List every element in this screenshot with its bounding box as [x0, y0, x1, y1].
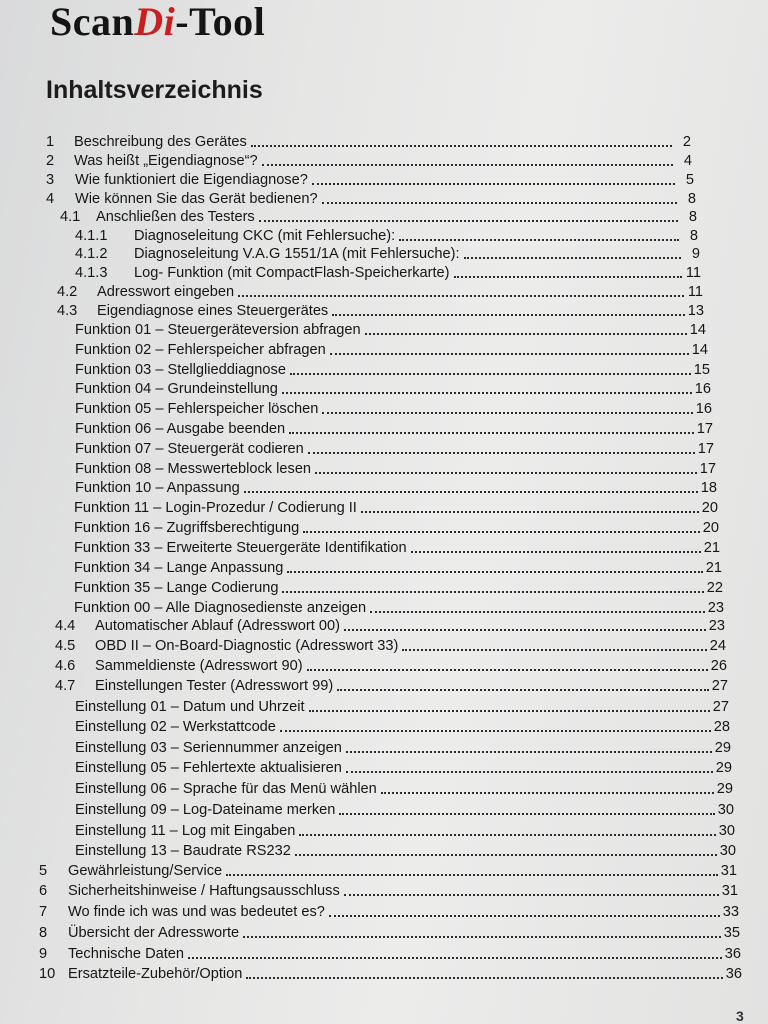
toc-entry-number: 3 — [46, 172, 55, 188]
toc-entry-number: 4.1 — [60, 209, 81, 225]
toc-entry-page: 23 — [708, 618, 725, 634]
toc-entry-number: 9 — [39, 946, 48, 962]
toc-entry-label: Funktion 06 – Ausgabe beenden — [75, 421, 286, 437]
toc-entry-page: 2 — [682, 134, 691, 150]
toc-entry-page: 8 — [689, 228, 698, 244]
toc-entry — [46, 131, 691, 151]
toc-entry — [55, 655, 727, 675]
toc-entry — [74, 497, 718, 517]
toc-entry — [39, 922, 740, 942]
toc-entry — [39, 880, 738, 900]
toc-entry-label: Funktion 16 – Zugriffsberechtigung — [74, 520, 300, 536]
toc-entry-label: Was heißt „Eigendiagnose“? — [74, 153, 258, 169]
toc-entry-page: 28 — [713, 719, 730, 735]
toc-entry-label: Funktion 10 – Anpassung — [75, 480, 240, 496]
toc-entry-number: 5 — [39, 863, 48, 879]
toc-entry-page: 15 — [693, 362, 710, 378]
toc-entry — [39, 860, 737, 880]
toc-entry — [75, 820, 735, 840]
toc-entry-label: Adresswort eingeben — [97, 284, 235, 300]
toc-entry — [39, 963, 742, 983]
toc-entry-label: Einstellung 13 – Baudrate RS232 — [75, 843, 291, 859]
toc-entry — [46, 169, 694, 189]
toc-entry-label: Funktion 01 – Steuergeräteversion abfragen — [75, 322, 361, 338]
toc-entry — [74, 557, 722, 577]
toc-entry-page: 17 — [699, 461, 716, 477]
toc-entry — [55, 615, 725, 635]
toc-entry — [75, 398, 712, 418]
toc-entry-page: 5 — [685, 172, 694, 188]
toc-entry-page: 16 — [694, 381, 711, 397]
toc-entry-label: Funktion 02 – Fehlerspeicher abfragen — [75, 342, 326, 358]
toc-entry-label: Diagnoseleitung V.A.G 1551/1A (mit Fehlersuche): — [134, 246, 460, 262]
toc-dot-leader — [226, 874, 718, 876]
toc-dot-leader — [365, 333, 687, 335]
toc-entry — [75, 359, 710, 379]
toc-dot-leader — [299, 834, 715, 836]
toc-entry-page: 20 — [702, 520, 719, 536]
toc-entry — [75, 716, 730, 736]
toc-entry-page: 17 — [696, 421, 713, 437]
toc-dot-leader — [330, 353, 689, 355]
toc-entry — [46, 188, 696, 208]
toc-entry-page: 30 — [719, 843, 736, 859]
toc-entry-label: Funktion 00 – Alle Diagnosedienste anzeigen — [74, 600, 367, 616]
toc-entry-page: 30 — [718, 823, 735, 839]
toc-dot-leader — [244, 491, 698, 493]
toc-dot-leader — [339, 813, 714, 815]
toc-entry-page: 29 — [714, 740, 731, 756]
toc-entry-page: 11 — [685, 265, 701, 281]
toc-entry-page: 27 — [711, 678, 728, 694]
toc-entry-number: 7 — [39, 904, 48, 920]
toc-entry-page: 9 — [691, 246, 700, 262]
toc-entry — [75, 757, 732, 777]
toc-entry-label: Funktion 08 – Messwerteblock lesen — [75, 461, 312, 477]
toc-dot-leader — [344, 629, 706, 631]
toc-entry-label: Einstellung 11 – Log mit Eingaben — [75, 823, 296, 839]
toc-entry-label: Beschreibung des Gerätes — [74, 134, 247, 150]
toc-dot-leader — [399, 239, 679, 241]
toc-entry-number: 10 — [39, 966, 56, 982]
toc-entry-page: 20 — [701, 500, 718, 516]
toc-dot-leader — [307, 669, 708, 671]
toc-entry — [75, 225, 698, 245]
toc-entry-label: Diagnoseleitung CKC (mit Fehlersuche): — [134, 228, 396, 244]
toc-entry — [75, 262, 701, 282]
toc-entry-page: 31 — [721, 883, 738, 899]
toc-dot-leader — [329, 915, 720, 917]
toc-dot-leader — [346, 751, 712, 753]
toc-entry-number: 4.3 — [57, 303, 78, 319]
toc-entry-label: Wo finde ich was und was bedeutet es? — [68, 904, 325, 920]
toc-entry-page: 18 — [700, 480, 717, 496]
toc-dot-leader — [287, 571, 702, 573]
toc-dot-leader — [243, 936, 721, 938]
toc-entry — [75, 696, 729, 716]
toc-entry-page: 11 — [687, 284, 703, 300]
toc-entry-number: 4.6 — [55, 658, 76, 674]
toc-entry-number: 2 — [46, 153, 55, 169]
toc-entry-page: 35 — [723, 925, 740, 941]
toc-entry — [75, 319, 706, 339]
toc-entry-label: Einstellungen Tester (Adresswort 99) — [95, 678, 334, 694]
toc-entry-label: Anschließen des Testers — [96, 209, 255, 225]
toc-entry-label: Einstellung 06 – Sprache für das Menü wählen — [75, 781, 377, 797]
toc-entry-page: 21 — [703, 540, 720, 556]
toc-entry-label: Funktion 11 – Login-Prozedur / Codierung II — [74, 500, 357, 516]
toc-dot-leader — [188, 957, 722, 959]
toc-entry-page: 24 — [709, 638, 726, 654]
toc-entry-page: 29 — [715, 760, 732, 776]
toc-entry — [75, 243, 700, 263]
toc-entry-page: 27 — [712, 699, 729, 715]
toc-dot-leader — [361, 511, 699, 513]
toc-entry-number: 4.1.3 — [75, 265, 108, 281]
toc-entry-page: 31 — [720, 863, 737, 879]
toc-entry-number: 4 — [46, 191, 55, 207]
toc-entry — [55, 675, 728, 695]
toc-entry — [75, 378, 711, 398]
toc-entry-page: 8 — [687, 191, 696, 207]
toc-dot-leader — [370, 611, 705, 613]
toc-dot-leader — [259, 220, 678, 222]
brand-accent: Di — [134, 0, 176, 44]
toc-entry-page: 29 — [716, 781, 733, 797]
toc-dot-leader — [251, 145, 672, 147]
toc-dot-leader — [262, 164, 673, 166]
toc-entry — [55, 635, 726, 655]
toc-entry — [39, 943, 741, 963]
toc-dot-leader — [332, 314, 685, 316]
toc-dot-leader — [282, 591, 703, 593]
toc-entry-label: Wie funktioniert die Eigendiagnose? — [75, 172, 308, 188]
toc-dot-leader — [289, 432, 694, 434]
toc-entry-label: Technische Daten — [68, 946, 185, 962]
toc-dot-leader — [282, 392, 692, 394]
toc-entry-label: Funktion 34 – Lange Anpassung — [74, 560, 284, 576]
toc-dot-leader — [454, 276, 682, 278]
toc-entry-label: Funktion 35 – Lange Codierung — [74, 580, 279, 596]
toc-entry-page: 14 — [691, 342, 708, 358]
toc-entry-number: 6 — [39, 883, 48, 899]
toc-entry — [75, 778, 733, 798]
toc-entry-page: 4 — [683, 153, 692, 169]
toc-dot-leader — [464, 257, 681, 259]
toc-dot-leader — [322, 412, 692, 414]
toc-entry-number: 1 — [46, 134, 55, 150]
toc-entry — [75, 458, 716, 478]
toc-dot-leader — [309, 710, 710, 712]
toc-dot-leader — [344, 894, 719, 896]
toc-entry-number: 4.1.2 — [75, 246, 108, 262]
toc-entry — [75, 339, 708, 359]
toc-dot-leader — [402, 649, 706, 651]
toc-entry-page: 14 — [689, 322, 706, 338]
toc-heading: Inhaltsverzeichnis — [46, 76, 263, 104]
toc-dot-leader — [280, 730, 711, 732]
toc-entry — [74, 597, 724, 617]
toc-entry-page: 26 — [710, 658, 727, 674]
toc-entry — [74, 537, 720, 557]
toc-entry-label: Einstellung 01 – Datum und Uhrzeit — [75, 699, 305, 715]
toc-entry — [75, 477, 717, 497]
toc-entry-number: 4.1.1 — [75, 228, 108, 244]
toc-entry-label: Automatischer Ablauf (Adresswort 00) — [95, 618, 340, 634]
toc-entry-label: Funktion 03 – Stellglieddiagnose — [75, 362, 286, 378]
toc-dot-leader — [308, 452, 695, 454]
toc-dot-leader — [381, 792, 714, 794]
toc-entry-page: 16 — [695, 401, 712, 417]
toc-entry-number: 4.7 — [55, 678, 76, 694]
toc-entry-label: Funktion 05 – Fehlerspeicher löschen — [75, 401, 319, 417]
toc-entry — [75, 799, 734, 819]
toc-entry-label: Einstellung 02 – Werkstattcode — [75, 719, 276, 735]
toc-entry-page: 22 — [706, 580, 723, 596]
toc-entry-label: OBD II – On-Board-Diagnostic (Adresswort 33) — [95, 638, 399, 654]
brand-prefix: Scan — [50, 0, 135, 44]
toc-dot-leader — [337, 689, 709, 691]
toc-entry-label: Einstellung 09 – Log-Dateiname merken — [75, 802, 336, 818]
toc-entry-page: 8 — [688, 209, 697, 225]
toc-entry-label: Wie können Sie das Gerät bedienen? — [75, 191, 318, 207]
toc-entry — [75, 418, 713, 438]
toc-dot-leader — [346, 771, 713, 773]
toc-entry-page: 30 — [717, 802, 734, 818]
toc-dot-leader — [315, 472, 697, 474]
toc-entry-label: Log- Funktion (mit CompactFlash-Speicherkarte) — [134, 265, 450, 281]
toc-entry-label: Funktion 04 – Grundeinstellung — [75, 381, 278, 397]
toc-entry-label: Ersatzteile-Zubehör/Option — [68, 966, 243, 982]
toc-entry — [75, 840, 736, 860]
toc-entry — [75, 737, 731, 757]
toc-entry-page: 21 — [705, 560, 722, 576]
toc-entry-number: 4.5 — [55, 638, 76, 654]
toc-dot-leader — [303, 531, 700, 533]
toc-entry-label: Funktion 07 – Steuergerät codieren — [75, 441, 304, 457]
toc-entry-page: 36 — [725, 966, 742, 982]
toc-entry — [75, 438, 714, 458]
toc-dot-leader — [238, 295, 684, 297]
toc-entry-page: 36 — [724, 946, 741, 962]
toc-entry-label: Einstellung 05 – Fehlertexte aktualisieren — [75, 760, 342, 776]
toc-entry-label: Funktion 33 – Erweiterte Steuergeräte Identifikation — [74, 540, 407, 556]
toc-dot-leader — [322, 202, 677, 204]
toc-entry-number: 4.2 — [57, 284, 78, 300]
toc-entry-label: Einstellung 03 – Seriennummer anzeigen — [75, 740, 342, 756]
toc-entry-page: 17 — [697, 441, 714, 457]
toc-entry-label: Gewährleistung/Service — [68, 863, 223, 879]
toc-dot-leader — [312, 183, 675, 185]
toc-entry — [57, 300, 704, 320]
toc-dot-leader — [295, 854, 717, 856]
toc-entry — [57, 281, 703, 301]
toc-entry — [74, 517, 719, 537]
toc-entry-label: Eigendiagnose eines Steuergerätes — [97, 303, 329, 319]
toc-entry-number: 4.4 — [55, 618, 76, 634]
brand-suffix: -Tool — [175, 0, 266, 44]
toc-entry-page: 23 — [707, 600, 724, 616]
page-number: 3 — [736, 1008, 744, 1024]
toc-entry-label: Sammeldienste (Adresswort 90) — [95, 658, 303, 674]
toc-entry-page: 13 — [687, 303, 704, 319]
toc-entry-label: Sicherheitshinweise / Haftungsausschluss — [68, 883, 340, 899]
toc-dot-leader — [411, 551, 701, 553]
toc-entry — [39, 901, 739, 921]
toc-entry — [74, 577, 723, 597]
toc-entry-number: 8 — [39, 925, 48, 941]
toc-entry-page: 33 — [722, 904, 739, 920]
toc-dot-leader — [246, 977, 722, 979]
toc-dot-leader — [290, 373, 691, 375]
toc-entry — [60, 206, 697, 226]
toc-entry-label: Übersicht der Adressworte — [68, 925, 240, 941]
toc-entry — [46, 150, 692, 170]
